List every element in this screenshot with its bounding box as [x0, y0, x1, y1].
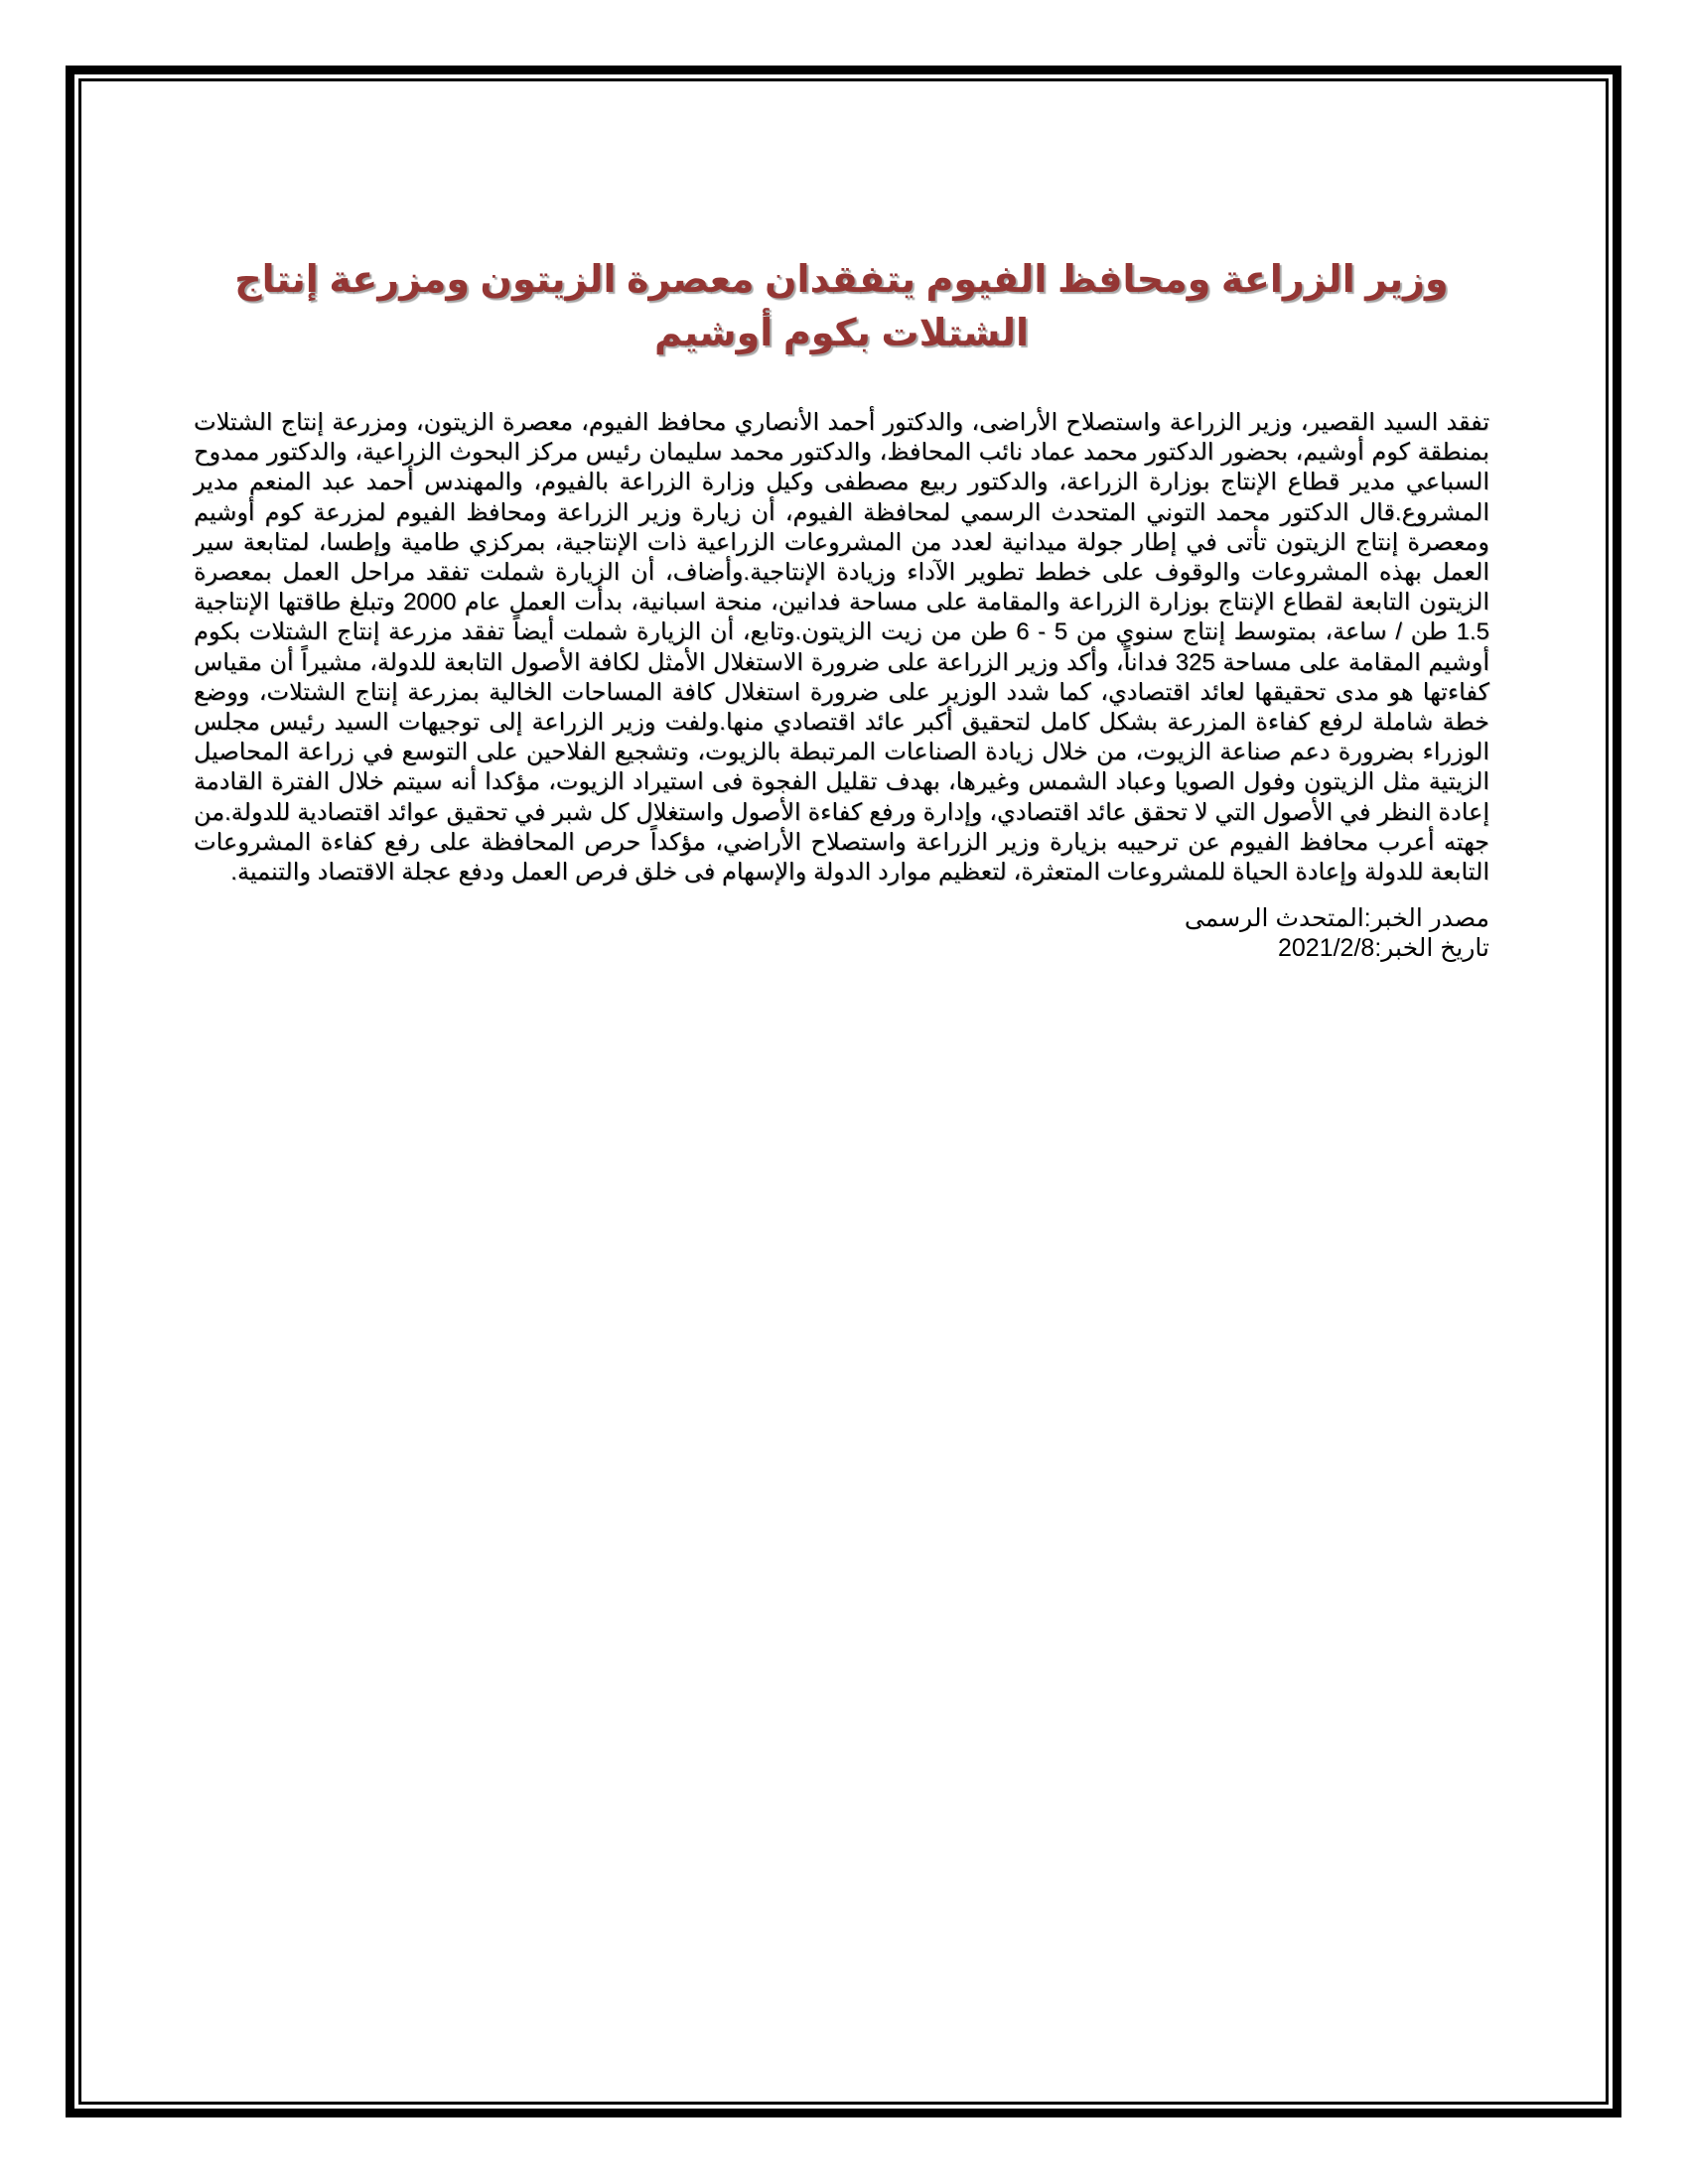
- news-date-line: تاريخ الخبر:2021/2/8: [1277, 934, 1489, 963]
- document-body-paragraph: تفقد السيد القصير، وزير الزراعة واستصلاح الأراضى، والدكتور أحمد الأنصاري محافظ الفيوم، معصرة الزيتون، ومزرعة إنتاج الشتلات بمنطقة كوم أوشيم، بحضور الدكتور محمد عماد نائب المحافظ، والدكتور محمد سليمان رئيس مركز البحوث الزراعية، والدكتور ممدوح السباعي مدير قطاع الإنتاج بوزارة الزراعة، والدكتور ربيع مصطفى وكيل وزارة الزراعة بالفيوم، والمهندس أحمد عبد المنعم مدير المشروع.قال الدكتور محمد التوني المتحدث الرسمي لمحافظة الفيوم، أن زيارة وزير الزراعة ومحافظ الفيوم لمزرعة كوم أوشيم ومعصرة إنتاج الزيتون تأتى في إطار جولة ميدانية لعدد من المشروعات الزراعية ذات الإنتاجية، بمركزي طامية وإطسا، لمتابعة سير العمل بهذه المشروعات والوقوف على خطط تطوير الآداء وزيادة الإنتاجية.وأضاف، أن الزيارة شملت تفقد مراحل العمل بمعصرة الزيتون التابعة لقطاع الإنتاج بوزارة الزراعة والمقامة على مساحة فدانين، منحة اسبانية، بدأت العمل عام 2000 وتبلغ طاقتها الإنتاجية 1.5 طن / ساعة، بمتوسط إنتاج سنوي من 5 - 6 طن من زيت الزيتون.وتابع، أن الزيارة شملت أيضاً تفقد مزرعة إنتاج الشتلات بكوم أوشيم المقامة على مساحة 325 فداناً، وأكد وزير الزراعة على ضرورة الاستغلال الأمثل لكافة الأصول التابعة للدولة، مشيراً أن مقياس كفاءتها هو مدى تحقيقها لعائد اقتصادي، كما شدد الوزير على ضرورة استغلال كافة المساحات الخالية بمزرعة إنتاج الشتلات، ووضع خطة شاملة لرفع كفاءة المزرعة بشكل كامل لتحقيق أكبر عائد اقتصادي منها.ولفت وزير الزراعة إلى توجيهات السيد رئيس مجلس الوزراء بضرورة دعم صناعة الزيوت، من خلال زيادة الصناعات المرتبطة بالزيوت، وتشجيع الفلاحين على التوسع في زراعة المحاصيل الزيتية مثل الزيتون وفول الصويا وعباد الشمس وغيرها، بهدف تقليل الفجوة فى استيراد الزيوت، مؤكدا أنه سيتم خلال الفترة القادمة إعادة النظر في الأصول التي لا تحقق عائد اقتصادي، وإدارة ورفع كفاءة الأصول واستغلال كل شبر في تحقيق عوائد اقتصادية للدولة.من جهته أعرب محافظ الفيوم عن ترحيبه بزيارة وزير الزراعة واستصلاح الأراضي، مؤكداً حرص المحافظة على رفع كفاءة المشروعات التابعة للدولة وإعادة الحياة للمشروعات المتعثرة، لتعظيم موارد الدولة والإسهام فى خلق فرص العمل ودفع عجلة الاقتصاد والتنمية.: [194, 409, 1490, 887]
- document-title: وزير الزراعة ومحافظ الفيوم يتفقدان معصرة الزيتون ومزرعة إنتاج الشتلات بكوم أوشيم: [234, 259, 1449, 354]
- document-content: [194, 253, 1489, 963]
- news-source-line: مصدر الخبر:المتحدث الرسمى: [1184, 904, 1489, 933]
- document-meta: [194, 903, 1489, 963]
